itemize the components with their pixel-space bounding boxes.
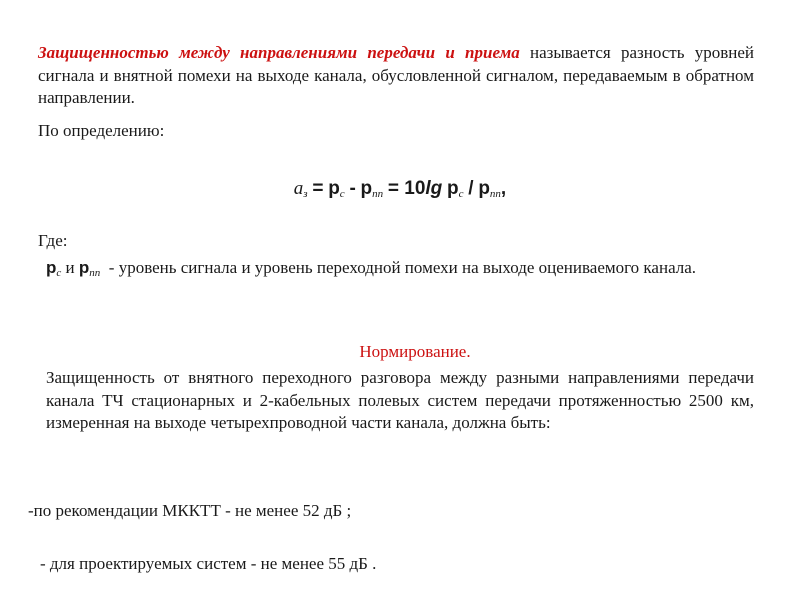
norm-heading: Нормирование. — [359, 342, 471, 361]
formula-slash: / — [468, 178, 474, 199]
where-var-noise-sub: пп — [89, 267, 101, 279]
formula-lhs-sub: з — [303, 188, 308, 200]
formula-p-signal-2-sub: с — [458, 188, 464, 200]
where-paragraph — [38, 257, 754, 285]
where-var-signal-sub: с — [56, 267, 62, 279]
where-label: Где: — [38, 231, 68, 250]
formula-equals-10: = 10 — [387, 178, 426, 199]
formula-p-noise-2-sub: пп — [489, 188, 501, 200]
where-var-noise: р — [78, 258, 90, 277]
formula-lg: lg — [425, 178, 443, 199]
definition-term: Защищенностью между направлениями передачи и приема — [38, 43, 520, 62]
formula-comma: , — [500, 178, 507, 199]
formula-p-noise-2: p — [478, 178, 490, 199]
where-var-signal: р — [46, 258, 57, 277]
definition-text: называется разность уровней сигнала и внятной помехи на выходе канала, обусловленной сигналом, передаваемым в обратном направлении. — [38, 43, 755, 107]
formula-p-signal-2: p — [447, 178, 459, 199]
where-text: - уровень сигнала и уровень переходной помехи на выходе оцениваемого канала. — [108, 258, 697, 277]
requirement-mkktt: -по рекомендации МККТТ - не менее 52 дБ ; — [28, 501, 352, 520]
by-definition-label: По определению: — [38, 121, 165, 140]
formula-lhs-var: а — [293, 178, 304, 199]
requirement-projected: - для проектируемых систем - не менее 55 дБ . — [40, 554, 377, 573]
definition-paragraph — [38, 42, 754, 110]
formula-p-noise-sub: пп — [372, 188, 384, 200]
formula-p-noise: p — [360, 178, 373, 199]
formula — [0, 178, 800, 200]
norm-paragraph: Защищенность от внятного переходного разговора между разными направлениями передачи канала ТЧ стационарных и 2-кабельных полевых систем передачи протяженностью 2500 км, измеренная на выходе четырехпроводной части канала, должна быть: — [46, 368, 754, 432]
formula-equals: = — [312, 178, 324, 199]
formula-minus: - — [349, 178, 356, 199]
where-and: и — [65, 258, 75, 277]
formula-p-signal-sub: с — [339, 188, 345, 200]
formula-p-signal: p — [328, 178, 340, 199]
